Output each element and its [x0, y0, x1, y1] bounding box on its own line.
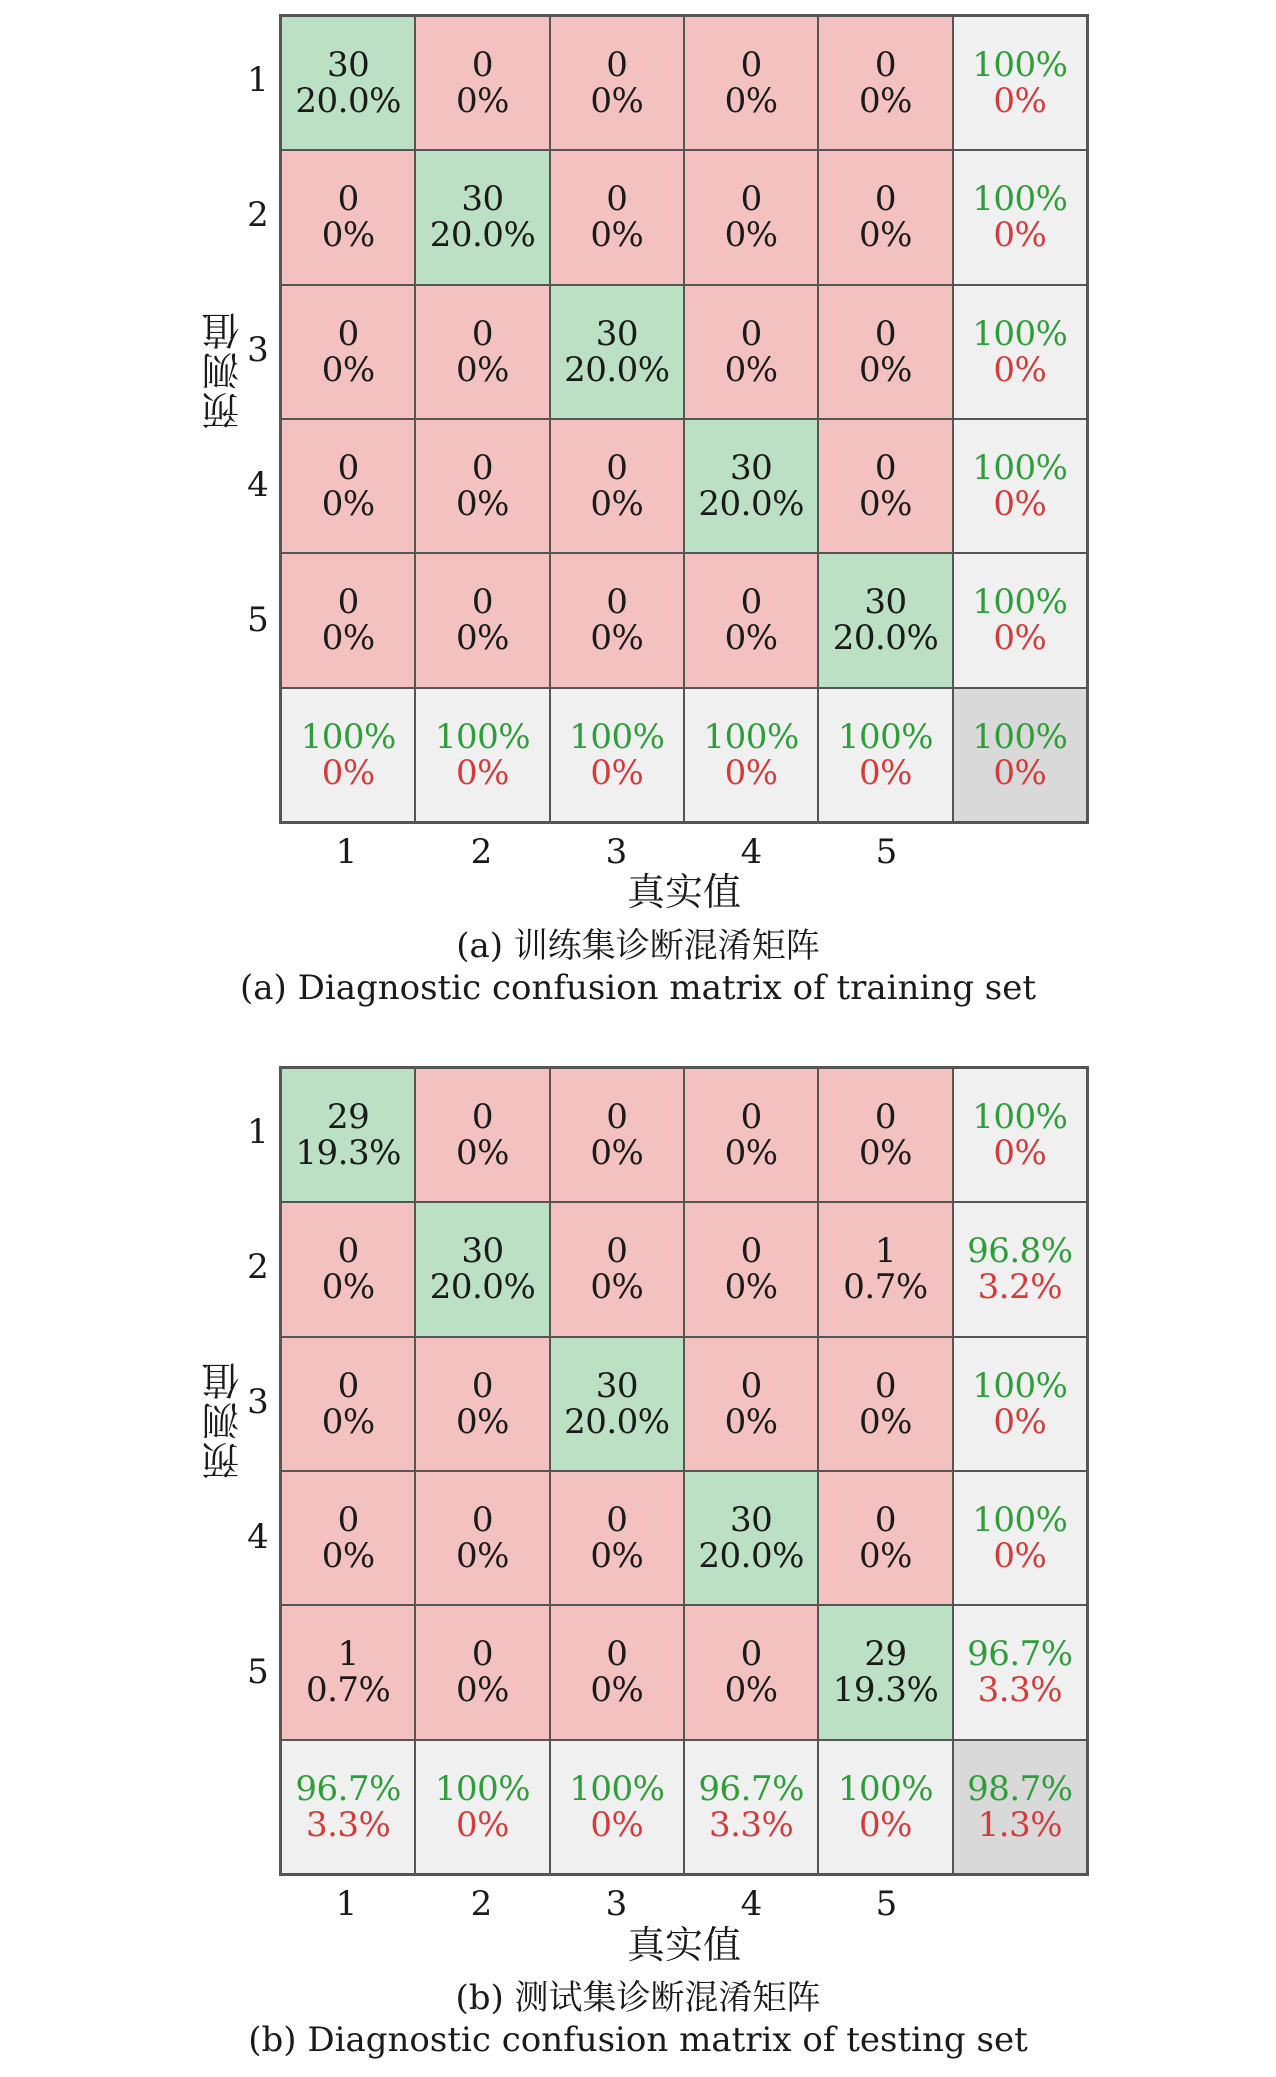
precision-value: 96.7%: [967, 1634, 1073, 1675]
matrix-cell: [818, 1068, 952, 1202]
cell-percent: 0%: [724, 1267, 778, 1308]
precision-value: 100%: [972, 1365, 1068, 1406]
cell-percent: 0%: [321, 484, 375, 525]
matrix-cell: [281, 1337, 415, 1471]
error-value: 0%: [993, 349, 1047, 390]
row-summary-cell: [953, 1202, 1087, 1336]
overall-accuracy-value: 100%: [972, 716, 1068, 757]
column-summary-cell: [415, 688, 549, 822]
y-axis-label: 预测值: [202, 1360, 246, 1480]
matrix-cell: [684, 150, 818, 284]
y-tick-label: 4: [247, 1516, 269, 1557]
cell-count: 0: [740, 1231, 762, 1272]
cell-count: 0: [740, 1634, 762, 1675]
error-value: 0%: [993, 484, 1047, 525]
matrix-cell: [415, 1202, 549, 1336]
cell-count: 0: [606, 1634, 628, 1675]
cell-count: 1: [337, 1634, 359, 1675]
precision-value: 100%: [972, 1500, 1068, 1541]
cell-count: 0: [471, 1634, 494, 1675]
caption-zh: (b) 测试集诊断混淆矩阵: [455, 1978, 821, 2018]
row-summary-cell: [953, 1605, 1087, 1739]
column-summary-cell: [684, 1740, 818, 1874]
precision-value: 100%: [972, 179, 1068, 220]
cell-count: 30: [327, 45, 370, 86]
recall-value: 100%: [434, 716, 531, 757]
column-summary-cell: [818, 1740, 952, 1874]
overall-error-value: 1.3%: [977, 1804, 1063, 1845]
cell-count: 0: [740, 179, 762, 220]
cell-count: 0: [606, 179, 628, 220]
confusion-matrix-testing: [0, 1040, 1276, 2077]
matrix-cell: [281, 1068, 415, 1202]
matrix-cell: [550, 1605, 684, 1739]
precision-value: 100%: [972, 582, 1068, 623]
cell-count: 0: [606, 1097, 628, 1138]
column-summary-cell: [818, 688, 952, 822]
cell-count: 0: [740, 1365, 762, 1406]
cell-count: 0: [606, 45, 628, 86]
cell-percent: 0%: [590, 1133, 644, 1174]
cell-count: 0: [740, 1097, 762, 1138]
cell-percent: 19.3%: [295, 1133, 401, 1174]
matrix-cell: [415, 285, 549, 419]
matrix-cell: [415, 419, 549, 553]
cell-percent: 0%: [859, 1401, 912, 1442]
x-tick-label: 1: [335, 832, 358, 872]
cell-percent: 0%: [321, 349, 375, 390]
cell-count: 0: [337, 313, 359, 354]
row-summary-cell: [953, 150, 1087, 284]
overall-error-value: 0%: [993, 752, 1047, 793]
matrix-cell: [415, 1605, 549, 1739]
matrix-cell: [684, 1471, 818, 1605]
recall-value: 100%: [837, 716, 934, 757]
cell-percent: 20.0%: [698, 1536, 804, 1577]
error-value: 0%: [993, 618, 1047, 659]
matrix-cell: [281, 553, 415, 687]
matrix-cell: [818, 16, 952, 150]
matrix-cell: [281, 1202, 415, 1336]
cell-count: 0: [471, 45, 494, 86]
x-tick-label: 3: [605, 832, 628, 872]
row-summary-cell: [953, 419, 1087, 553]
precision-value: 100%: [972, 448, 1068, 489]
error-value: 0%: [321, 752, 375, 793]
cell-percent: 0%: [456, 1536, 509, 1577]
cell-percent: 0%: [456, 1401, 509, 1442]
cell-percent: 0%: [456, 618, 509, 659]
cell-percent: 20.0%: [564, 349, 670, 390]
precision-value: 100%: [972, 1097, 1068, 1138]
matrix-cell: [281, 1471, 415, 1605]
y-axis-label: 预测值: [202, 310, 246, 430]
y-tick-label: 3: [247, 329, 269, 370]
matrix-cell: [818, 419, 952, 553]
matrix-cell: [818, 1202, 952, 1336]
cell-count: 0: [337, 1365, 359, 1406]
x-axis-label: 真实值: [626, 870, 741, 914]
matrix-cell: [818, 1337, 952, 1471]
error-value: 0%: [590, 1804, 644, 1845]
overall-accuracy-value: 98.7%: [967, 1768, 1073, 1809]
y-tick-label: 5: [247, 1651, 269, 1692]
cell-count: 0: [471, 1365, 494, 1406]
cell-percent: 0%: [456, 1133, 509, 1174]
cell-count: 0: [740, 582, 762, 623]
error-value: 0%: [456, 1804, 509, 1845]
matrix-cell: [281, 1605, 415, 1739]
cell-percent: 20.0%: [295, 81, 401, 122]
matrix-cell: [818, 150, 952, 284]
cell-percent: 0%: [321, 1267, 375, 1308]
cell-count: 0: [337, 582, 359, 623]
cell-percent: 0%: [590, 484, 644, 525]
overall-accuracy-cell: [953, 688, 1087, 822]
cell-count: 0: [606, 448, 628, 489]
cell-count: 30: [461, 179, 504, 220]
matrix-cell: [415, 1068, 549, 1202]
matrix-cell: [684, 1605, 818, 1739]
matrix-cell: [550, 16, 684, 150]
y-tick-label: 3: [247, 1381, 269, 1422]
y-tick-label: 2: [247, 194, 269, 235]
matrix-cell: [550, 285, 684, 419]
recall-value: 100%: [300, 716, 396, 757]
cell-percent: 0%: [590, 1267, 644, 1308]
cell-percent: 0%: [590, 215, 644, 256]
matrix-cell: [684, 1068, 818, 1202]
x-tick-label: 1: [335, 1884, 358, 1924]
cell-count: 0: [874, 1500, 897, 1541]
column-summary-cell: [281, 1740, 415, 1874]
matrix-cell: [550, 553, 684, 687]
cell-percent: 0%: [724, 81, 778, 122]
cell-count: 29: [864, 1634, 907, 1675]
cell-percent: 0%: [859, 81, 912, 122]
precision-value: 100%: [972, 45, 1068, 86]
recall-value: 96.7%: [698, 1768, 804, 1809]
cell-percent: 0%: [859, 484, 912, 525]
column-summary-cell: [684, 688, 818, 822]
cell-count: 0: [606, 1500, 628, 1541]
caption-zh: (a) 训练集诊断混淆矩阵: [456, 926, 820, 966]
recall-value: 100%: [569, 716, 665, 757]
cell-count: 0: [471, 1500, 494, 1541]
confusion-matrix-training: [0, 0, 1276, 1030]
cell-count: 0: [606, 1231, 628, 1272]
matrix-cell: [684, 285, 818, 419]
cell-percent: 0%: [590, 81, 644, 122]
cell-percent: 0%: [859, 215, 912, 256]
error-value: 3.2%: [977, 1267, 1063, 1308]
cell-count: 0: [471, 448, 494, 489]
cell-count: 0: [740, 313, 762, 354]
cell-count: 1: [874, 1231, 897, 1272]
cell-count: 0: [337, 1231, 359, 1272]
cell-count: 30: [730, 448, 773, 489]
matrix-cell: [550, 419, 684, 553]
cell-percent: 0%: [859, 1536, 912, 1577]
cell-percent: 0%: [859, 1133, 912, 1174]
row-summary-cell: [953, 1471, 1087, 1605]
recall-value: 100%: [434, 1768, 531, 1809]
error-value: 0%: [456, 752, 509, 793]
error-value: 0%: [590, 752, 644, 793]
cell-count: 0: [471, 1097, 494, 1138]
row-summary-cell: [953, 285, 1087, 419]
cell-percent: 20.0%: [564, 1401, 670, 1442]
column-summary-cell: [415, 1740, 549, 1874]
cell-percent: 19.3%: [832, 1670, 939, 1711]
precision-value: 100%: [972, 313, 1068, 354]
y-tick-label: 1: [247, 59, 269, 100]
cell-percent: 0%: [724, 349, 778, 390]
y-tick-label: 5: [247, 599, 269, 640]
x-tick-label: 5: [875, 1884, 898, 1924]
cell-count: 30: [730, 1500, 773, 1541]
matrix-cell: [818, 285, 952, 419]
cell-percent: 0%: [456, 1670, 509, 1711]
x-tick-label: 4: [740, 1884, 763, 1924]
cell-percent: 20.0%: [832, 618, 939, 659]
cell-count: 0: [874, 1365, 897, 1406]
matrix-cell: [818, 1605, 952, 1739]
cell-percent: 0%: [724, 215, 778, 256]
cell-percent: 0.7%: [843, 1267, 928, 1308]
cell-count: 0: [740, 45, 762, 86]
caption-en: (b) Diagnostic confusion matrix of testing set: [248, 2020, 1028, 2060]
precision-value: 96.8%: [967, 1231, 1073, 1272]
cell-percent: 0.7%: [305, 1670, 391, 1711]
cell-percent: 0%: [321, 1536, 375, 1577]
cell-count: 30: [595, 313, 638, 354]
matrix-cell: [684, 16, 818, 150]
caption-en: (a) Diagnostic confusion matrix of training set: [239, 968, 1037, 1008]
error-value: 0%: [993, 215, 1047, 256]
column-summary-cell: [550, 1740, 684, 1874]
matrix-cell: [684, 553, 818, 687]
x-tick-label: 4: [740, 832, 763, 872]
matrix-cell: [550, 1337, 684, 1471]
error-value: 0%: [724, 752, 778, 793]
matrix-cell: [550, 1202, 684, 1336]
cell-count: 0: [471, 313, 494, 354]
cell-count: 0: [874, 1097, 897, 1138]
recall-value: 100%: [703, 716, 799, 757]
matrix-cell: [818, 1471, 952, 1605]
column-summary-cell: [550, 688, 684, 822]
matrix-cell: [415, 1471, 549, 1605]
overall-accuracy-cell: [953, 1740, 1087, 1874]
error-value: 0%: [993, 1133, 1047, 1174]
cell-percent: 0%: [456, 349, 509, 390]
matrix-grid: [279, 14, 1089, 824]
matrix-cell: [684, 1202, 818, 1336]
cell-percent: 0%: [724, 618, 778, 659]
cell-count: 0: [337, 179, 359, 220]
matrix-cell: [281, 16, 415, 150]
matrix-cell: [415, 1337, 549, 1471]
row-summary-cell: [953, 1068, 1087, 1202]
cell-percent: 20.0%: [429, 215, 536, 256]
matrix-cell: [415, 16, 549, 150]
error-value: 0%: [993, 1401, 1047, 1442]
cell-percent: 0%: [590, 1536, 644, 1577]
cell-count: 0: [874, 313, 897, 354]
y-tick-label: 1: [247, 1111, 269, 1152]
cell-count: 0: [337, 1500, 359, 1541]
error-value: 3.3%: [977, 1670, 1063, 1711]
cell-count: 0: [874, 45, 897, 86]
matrix-cell: [684, 1337, 818, 1471]
x-tick-label: 2: [470, 1884, 493, 1924]
cell-percent: 0%: [321, 215, 375, 256]
matrix-cell: [281, 150, 415, 284]
cell-percent: 20.0%: [429, 1267, 536, 1308]
error-value: 0%: [859, 752, 912, 793]
x-tick-label: 2: [470, 832, 493, 872]
matrix-cell: [550, 1068, 684, 1202]
cell-percent: 0%: [321, 618, 375, 659]
cell-count: 0: [337, 448, 359, 489]
x-axis-label: 真实值: [626, 1923, 741, 1967]
cell-percent: 0%: [724, 1401, 778, 1442]
y-tick-label: 2: [247, 1246, 269, 1287]
matrix-cell: [415, 553, 549, 687]
cell-count: 30: [461, 1231, 504, 1272]
error-value: 0%: [859, 1804, 912, 1845]
matrix-cell: [818, 553, 952, 687]
x-tick-label: 3: [605, 1884, 628, 1924]
y-tick-label: 4: [247, 464, 269, 505]
cell-count: 0: [874, 179, 897, 220]
cell-percent: 0%: [590, 1670, 644, 1711]
cell-percent: 0%: [590, 618, 644, 659]
matrix-cell: [550, 150, 684, 284]
cell-count: 29: [327, 1097, 370, 1138]
matrix-cell: [684, 419, 818, 553]
matrix-cell: [281, 285, 415, 419]
cell-count: 0: [471, 582, 494, 623]
matrix-cell: [415, 150, 549, 284]
cell-percent: 0%: [321, 1401, 375, 1442]
cell-count: 30: [864, 582, 907, 623]
cell-percent: 0%: [724, 1670, 778, 1711]
row-summary-cell: [953, 553, 1087, 687]
recall-value: 96.7%: [295, 1768, 401, 1809]
matrix-grid: [279, 1066, 1089, 1876]
matrix-cell: [281, 419, 415, 553]
matrix-cell: [550, 1471, 684, 1605]
row-summary-cell: [953, 1337, 1087, 1471]
cell-count: 0: [606, 582, 628, 623]
x-tick-label: 5: [875, 832, 898, 872]
cell-count: 0: [874, 448, 897, 489]
cell-percent: 0%: [456, 484, 509, 525]
cell-percent: 20.0%: [698, 484, 804, 525]
error-value: 0%: [993, 81, 1047, 122]
error-value: 0%: [993, 1536, 1047, 1577]
cell-percent: 0%: [456, 81, 509, 122]
recall-value: 100%: [837, 1768, 934, 1809]
column-summary-cell: [281, 688, 415, 822]
cell-percent: 0%: [859, 349, 912, 390]
error-value: 3.3%: [305, 1804, 391, 1845]
recall-value: 100%: [569, 1768, 665, 1809]
error-value: 3.3%: [708, 1804, 794, 1845]
cell-percent: 0%: [724, 1133, 778, 1174]
row-summary-cell: [953, 16, 1087, 150]
cell-count: 30: [595, 1365, 638, 1406]
